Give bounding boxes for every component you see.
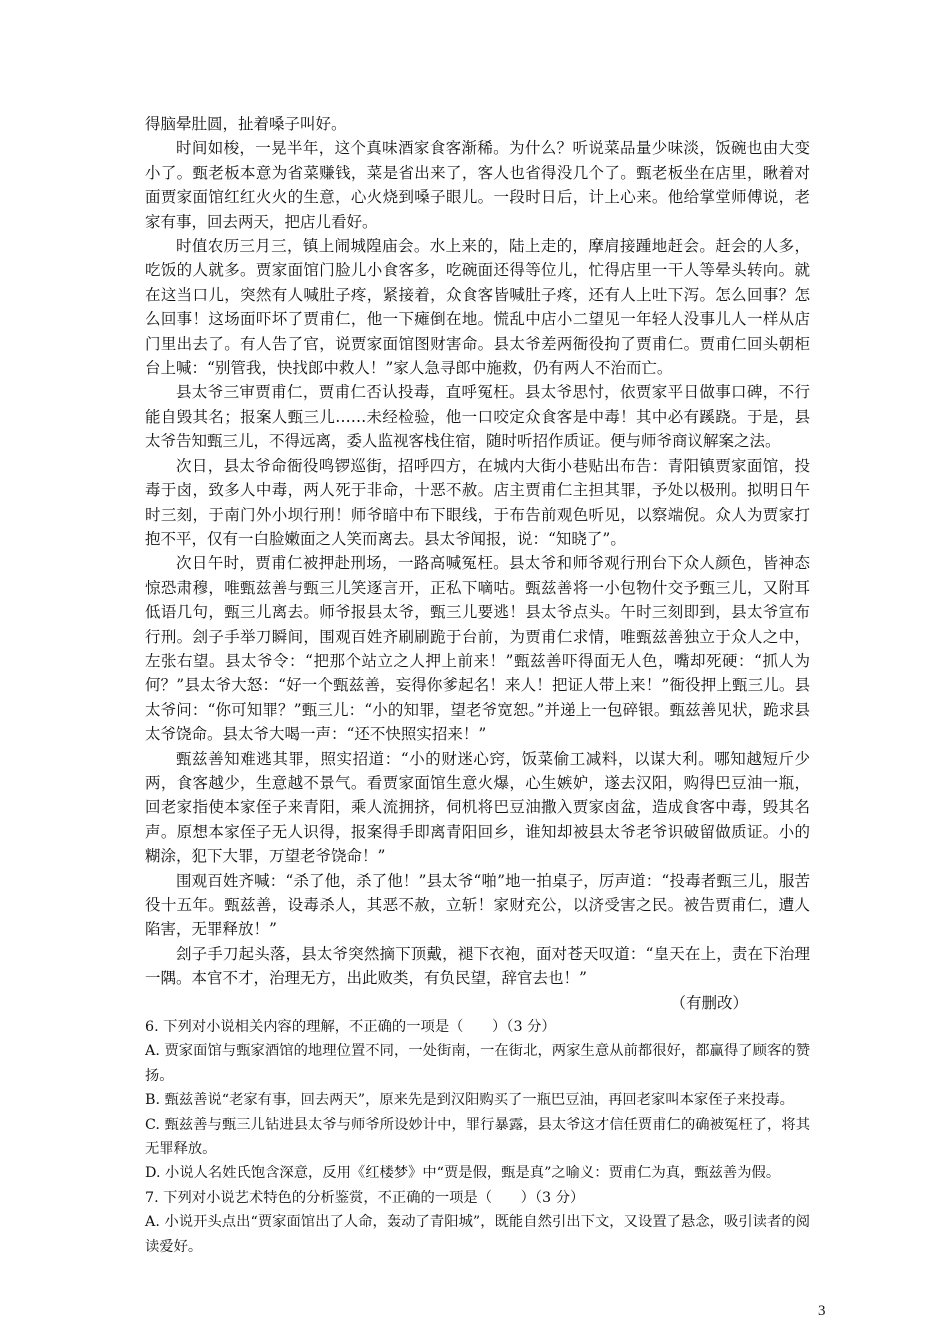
story-paragraph-4: 县太爷三审贾甫仁，贾甫仁否认投毒，直呼冤枉。县太爷思忖，依贾家平日做事口碑，不行能自毁其名；报案人甄三儿……未经检验，他一口咬定众食客是中毒！其中必有蹊跷。于是，县太爷告知甄三儿，不得远离，委人监视客栈住宿，随时听招作质证。便与师爷商议解案之法。 bbox=[145, 383, 810, 451]
story-paragraph-5: 次日，县太爷命衙役鸣锣巡街，招呼四方，在城内大街小巷贴出布告：青阳镇贾家面馆，投毒于卤，致多人中毒，两人死于非命，十恶不赦。店主贾甫仁主担其罪，予处以极刑。拟明日午时三刻，于南门外小坝行刑！师爷暗中布下眼线，于布告前观色听见，以察端倪。众人为贾家打抱不平，仅有一白脸嫩面之人笑而离去。县太爷闻报，说：“知晓了”。 bbox=[145, 456, 810, 548]
question-stem: 6. 下列对小说相关内容的理解，不正确的一项是（ ）（3 分） bbox=[145, 1019, 556, 1036]
story-paragraph-2: 时间如梭，一晃半年，这个真味酒家食客渐稀。为什么？听说菜品量少味淡，饭碗也由大变小了。甄老板本意为省菜赚钱，菜是省出来了，客人也省得没几个了。甄老板坐在店里，瞅着对面贾家面馆红红火火的生意，心火烧到嗓子眼儿。一段时日后，计上心来。他给掌堂师傅说，老家有事，回去两天，把店儿看好。 bbox=[145, 139, 810, 231]
question-7 bbox=[145, 1186, 810, 1259]
question-6 bbox=[145, 1015, 810, 1186]
story-body bbox=[145, 112, 810, 1015]
story-paragraph-3: 时值农历三月三，镇上闹城隍庙会。水上来的，陆上走的，摩肩接踵地赶会。赶会的人多，吃饭的人就多。贾家面馆门脸儿小食客多，吃碗面还得等位儿，忙得店里一干人等晕头转向。就在这当口儿，突然有人喊肚子疼，紧接着，众食客皆喊肚子疼，还有人上吐下泻。怎么回事？怎么回事！这场面吓坏了贾甫仁，他一下瘫倒在地。慌乱中店小二望见一年轻人没事儿人一样从店门里出去了。有人告了官，说贾家面馆图财害命。县太爷差两衙役拘了贾甫仁。贾甫仁回头朝柜台上喊：“别管我，快找郎中救人！”家人急寻郎中施救，仍有两人不治而亡。 bbox=[145, 237, 810, 378]
option-b: B. 甄兹善说“老家有事，回去两天”，原来先是到汉阳购买了一瓶巴豆油，再回老家叫本家侄子来投毒。 bbox=[145, 1092, 794, 1109]
document-page bbox=[145, 112, 810, 1259]
story-paragraph-6: 次日午时，贾甫仁被押赴刑场，一路高喊冤枉。县太爷和师爷观行刑台下众人颜色，皆神态惊恐肃穆，唯甄兹善与甄三儿笑逐言开，正私下嘀咕。甄兹善将一小包物什交予甄三儿，又附耳低语几句，甄三儿离去。师爷报县太爷，甄三儿要逃！县太爷点头。午时三刻即到，县太爷宣布行刑。刽子手举刀瞬间，围观百姓齐刷刷跪于台前，为贾甫仁求情，唯甄兹善独立于众人之中，左张右望。县太爷令：“把那个站立之人押上前来！”甄兹善吓得面无人色，嘴却死硬：“抓人为何？”县太爷大怒：“好一个甄兹善，妄得你爹起名！来人！把证人带上来！”衙役押上甄三儿。县太爷问：“你可知罪？”甄三儿：“小的知罪，望老爷宽恕。”并递上一包碎银。甄兹善见状，跪求县太爷饶命。县太爷大喝一声：“还不快照实招来！” bbox=[145, 554, 810, 744]
page-number: 3 bbox=[818, 1303, 826, 1319]
option-a: A. 小说开头点出“贾家面馆出了人命，轰动了青阳城”，既能自然引出下文，又设置了悬念，吸引读者的阅读爱好。 bbox=[145, 1214, 810, 1255]
questions-section bbox=[145, 1015, 810, 1259]
story-paragraph-8: 围观百姓齐喊：“杀了他，杀了他！”县太爷“啪”地一拍桌子，厉声道：“投毒者甄三儿，服苦役十五年。甄兹善，设毒杀人，其恶不赦，立斩！家财充公，以济受害之民。被告贾甫仁，遭人陷害，无罪释放！” bbox=[145, 871, 810, 939]
edit-note: （有删改） bbox=[670, 993, 748, 1012]
option-d: D. 小说人名姓氏饱含深意，反用《红楼梦》中“贾是假，甄是真”之喻义：贾甫仁为真，甄兹善为假。 bbox=[145, 1165, 781, 1182]
story-paragraph-7: 甄兹善知难逃其罪，照实招道：“小的财迷心窍，饭菜偷工减料，以谋大利。哪知越短斤少两，食客越少，生意越不景气。看贾家面馆生意火爆，心生嫉妒，遂去汉阳，购得巴豆油一瓶，回老家指使本家侄子来青阳，乘人流拥挤，伺机将巴豆油撒入贾家卤盆，造成食客中毒，毁其名声。原想本家侄子无人识得，报案得手即离青阳回乡，谁知却被县太爷老爷识破留做质证。小的糊涂，犯下大罪，万望老爷饶命！” bbox=[145, 749, 810, 866]
option-a: A. 贾家面馆与甄家酒馆的地理位置不同，一处街南，一在街北，两家生意从前都很好，都赢得了顾客的赞扬。 bbox=[145, 1043, 810, 1084]
story-paragraph-9: 刽子手刀起头落，县太爷突然摘下顶戴，褪下衣袍，面对苍天叹道：“皇天在上，责在下治理一隅。本官不才，治理无方，出此败类，有负民望，辞官去也！” bbox=[145, 944, 810, 988]
question-stem: 7. 下列对小说艺术特色的分析鉴赏，不正确的一项是（ ）（3 分） bbox=[145, 1189, 585, 1206]
option-c: C. 甄兹善与甄三儿钻进县太爷与师爷所设妙计中，罪行暴露，县太爷这才信任贾甫仁的确被冤枉了，将其无罪释放。 bbox=[145, 1116, 810, 1158]
story-paragraph-1: 得脑晕肚圆，扯着嗓子叫好。 bbox=[145, 115, 347, 133]
